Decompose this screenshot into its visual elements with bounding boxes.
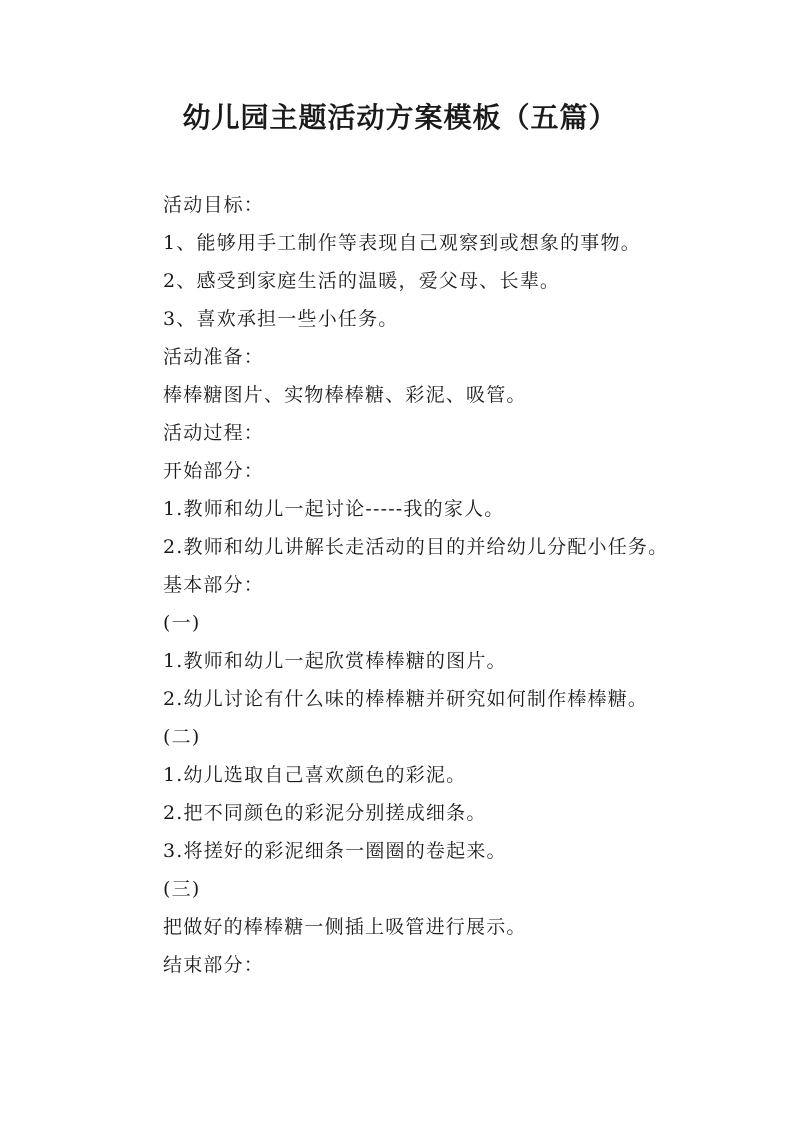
paragraph: 棒棒糖图片、实物棒棒糖、彩泥、吸管。: [163, 384, 527, 406]
paragraph: 1、能够用手工制作等表现自己观察到或想象的事物。: [163, 232, 641, 254]
paragraph: 2.幼儿讨论有什么味的棒棒糖并研究如何制作棒棒糖。: [163, 688, 649, 710]
heading-closing-part: 结束部分：: [163, 954, 265, 976]
paragraph: 把做好的棒棒糖一侧插上吸管进行展示。: [163, 916, 527, 938]
paragraph: 1.幼儿选取自己喜欢颜色的彩泥。: [163, 764, 467, 786]
section-marker-3: (三): [163, 878, 201, 900]
section-marker-2: (二): [163, 726, 201, 748]
document-body: [120, 186, 690, 984]
paragraph: 2、感受到家庭生活的温暖，爱父母、长辈。: [163, 270, 561, 292]
paragraph: 2.把不同颜色的彩泥分别搓成细条。: [163, 802, 487, 824]
heading-activity-process: 活动过程：: [163, 422, 265, 444]
paragraph-wrapped: 2.教师和幼儿讲解长走活动的目的并给幼儿分配小任务。: [163, 536, 669, 558]
heading-opening-part: 开始部分：: [163, 460, 265, 482]
heading-main-part: 基本部分：: [163, 574, 265, 596]
heading-activity-goals: 活动目标：: [163, 194, 265, 216]
paragraph: 1.教师和幼儿一起欣赏棒棒糖的图片。: [163, 650, 507, 672]
paragraph: 1.教师和幼儿一起讨论-----我的家人。: [163, 498, 505, 520]
paragraph: 3、喜欢承担一些小任务。: [163, 308, 399, 330]
heading-activity-preparation: 活动准备：: [163, 346, 265, 368]
document-title: 幼儿园主题活动方案模板（五篇）: [182, 101, 618, 134]
section-marker-1: (一): [163, 612, 201, 634]
paragraph: 3.将搓好的彩泥细条一圈圈的卷起来。: [163, 840, 507, 862]
